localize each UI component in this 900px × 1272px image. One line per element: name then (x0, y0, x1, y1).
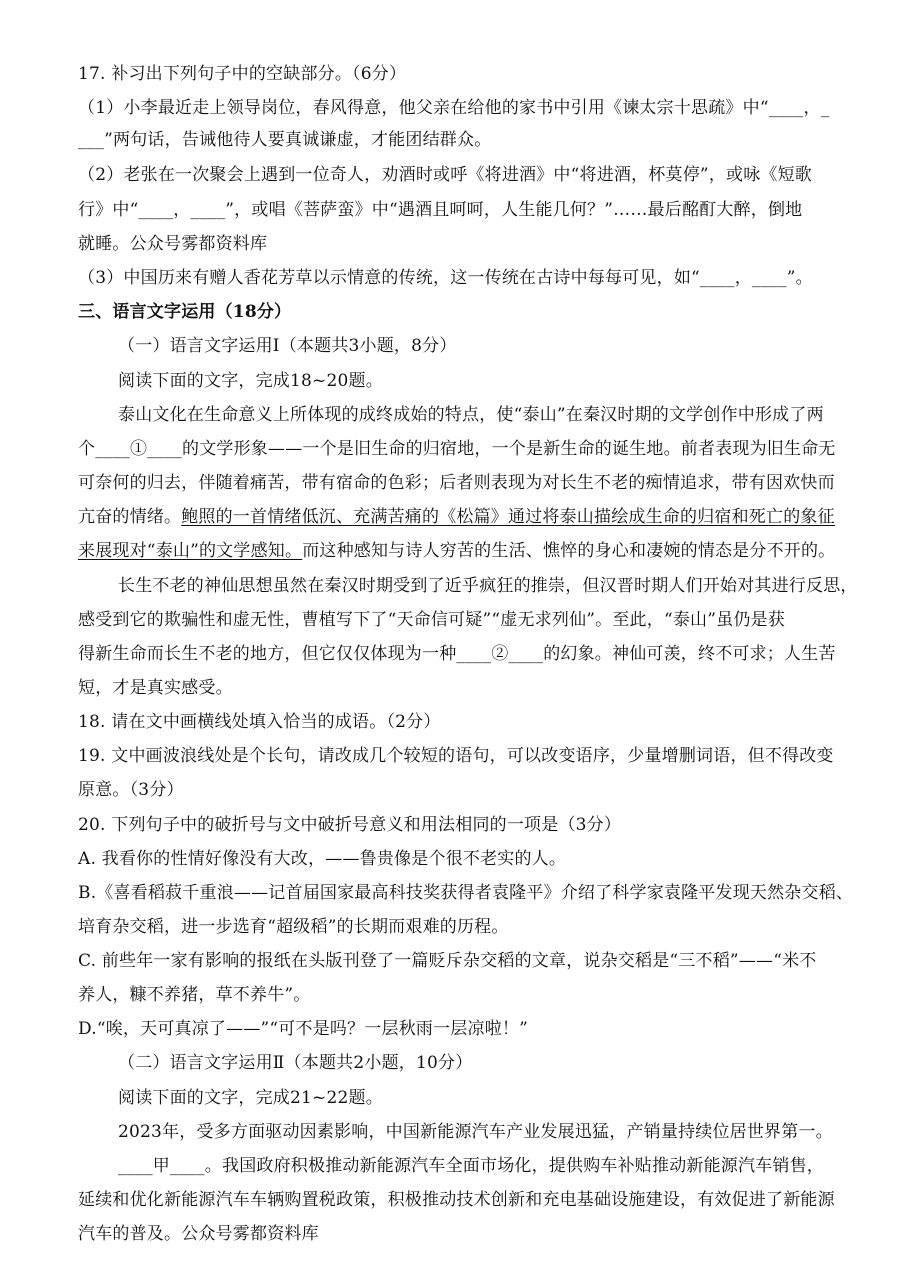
question-17-1-line1: （1）小李最近走上领导岗位，春风得意，他父亲在给他的家书中引用《谏太宗十思疏》中“____，_ (78, 98, 830, 118)
passage-1-line2: 个____①____的文学形象——一个是旧生命的归宿地，一个是新生命的诞生地。前者表现为旧生命无 (78, 439, 836, 459)
subsection-1-heading: （一）语言文字运用Ⅰ（本题共3小题，8分） (118, 336, 457, 356)
reading-instruction-1: 阅读下面的文字，完成18~20题。 (118, 371, 383, 391)
passage-3-line4: 汽车的普及。公众号雾都资料库 (78, 1224, 319, 1244)
question-20-title: 20. 下列句子中的破折号与文中破折号意义和用法相同的一项是（3分） (78, 815, 622, 835)
passage-1-line5 (78, 539, 838, 563)
wavy-underlined-sentence-part2: 来展现对“泰山”的文学感知。 (78, 541, 303, 561)
question-20-option-b-line1: B.《喜看稻菽千重浪——记首届国家最高科技奖获得者袁隆平》介绍了科学家袁隆平发现天然杂交稻、 (78, 883, 854, 903)
question-17-title: 17. 补习出下列句子中的空缺部分。（6分） (78, 64, 407, 84)
passage-1-line1: 泰山文化在生命意义上所体现的成终成始的特点，使“泰山”在秦汉时期的文学创作中形成了两 (118, 405, 824, 425)
question-17-1-line2: ___”两句话，告诫他待人要真诚谦虚，才能团结群众。 (78, 130, 492, 150)
passage-1-line3: 可奈何的归去，伴随着痛苦，带有宿命的色彩；后者则表现为对长生不老的痴情追求，带有因欢快而 (78, 473, 835, 493)
passage-1-line5-end: 而这种感知与诗人穷苦的生活、憔悴的身心和凄婉的情态是分不开的。 (302, 541, 836, 561)
question-20-option-a: A. 我看你的性情好像没有大改，——鲁贵像是个很不老实的人。 (78, 849, 567, 869)
subsection-2-heading: （二）语言文字运用Ⅱ（本题共2小题，10分） (118, 1053, 473, 1073)
question-18: 18. 请在文中画横线处填入恰当的成语。（2分） (78, 712, 441, 732)
question-17-2-line3: 就睡。公众号雾都资料库 (78, 234, 268, 254)
question-20-option-c-line1: C. 前些年一家有影响的报纸在头版刊登了一篇贬斥杂交稻的文章，说杂交稻是“三不稻”——“米不 (78, 951, 817, 971)
question-20-option-b-line2: 培育杂交稻，进一步选育“超级稻”的长期而艰难的历程。 (78, 917, 509, 937)
passage-1-line4 (78, 505, 838, 529)
question-17-3: （3）中国历来有赠人香花芳草以示情意的传统，这一传统在古诗中每每可见，如“____，____”。 (78, 268, 813, 288)
question-17-2-line2: 行》中“____，____”，或唱《菩萨蛮》中“遇酒且呵呵，人生能几何？”……最后酩酊大醉，倒地 (78, 200, 803, 220)
passage-2-line2: 感受到它的欺骗性和虚无性，曹植写下了“天命信可疑”“虚无求列仙”。至此，“泰山”虽仍是获 (78, 610, 785, 630)
passage-1-line4-start: 亢奋的情绪。 (78, 507, 182, 527)
question-17-2-line1: （2）老张在一次聚会上遇到一位奇人，劝酒时或呼《将进酒》中“将进酒，杯莫停”，或咏《短歌 (78, 165, 812, 185)
passage-3-line3: 延续和优化新能源汽车车辆购置税政策，积极推动技术创新和充电基础设施建设，有效促进了新能源 (78, 1190, 835, 1210)
passage-3-line2: ____甲____。我国政府积极推动新能源汽车全面市场化，提供购车补贴推动新能源汽车销售， (118, 1156, 824, 1176)
question-20-option-d: D.“唉，天可真凉了——”“可不是吗？一层秋雨一层凉啦！” (78, 1019, 528, 1039)
passage-2-line3: 得新生命而长生不老的地方，但它仅仅体现为一种____②____的幻象。神仙可羡，终不可求；人生苦 (78, 644, 836, 664)
reading-instruction-2: 阅读下面的文字，完成21~22题。 (118, 1088, 383, 1108)
wavy-underlined-sentence-part1: 鲍照的一首情绪低沉、充满苦痛的《松篇》通过将泰山描绘成生命的归宿和死亡的象征 (181, 507, 835, 527)
section-3-heading: 三、语言文字运用（18分） (78, 302, 292, 322)
question-19-line1: 19. 文中画波浪线处是个长句，请改成几个较短的语句，可以改变语序，少量增删词语，但不得改变 (78, 746, 834, 766)
passage-3-line1: 2023年，受多方面驱动因素影响，中国新能源汽车产业发展迅猛，产销量持续位居世界第一。 (118, 1122, 833, 1142)
passage-2-line4: 短，才是真实感受。 (78, 678, 233, 698)
question-19-line2: 原意。（3分） (78, 780, 184, 800)
question-20-option-c-line2: 养人，糠不养猪，草不养牛”。 (78, 985, 311, 1005)
passage-2-line1: 长生不老的神仙思想虽然在秦汉时期受到了近乎疯狂的推崇，但汉晋时期人们开始对其进行反思， (118, 576, 858, 596)
